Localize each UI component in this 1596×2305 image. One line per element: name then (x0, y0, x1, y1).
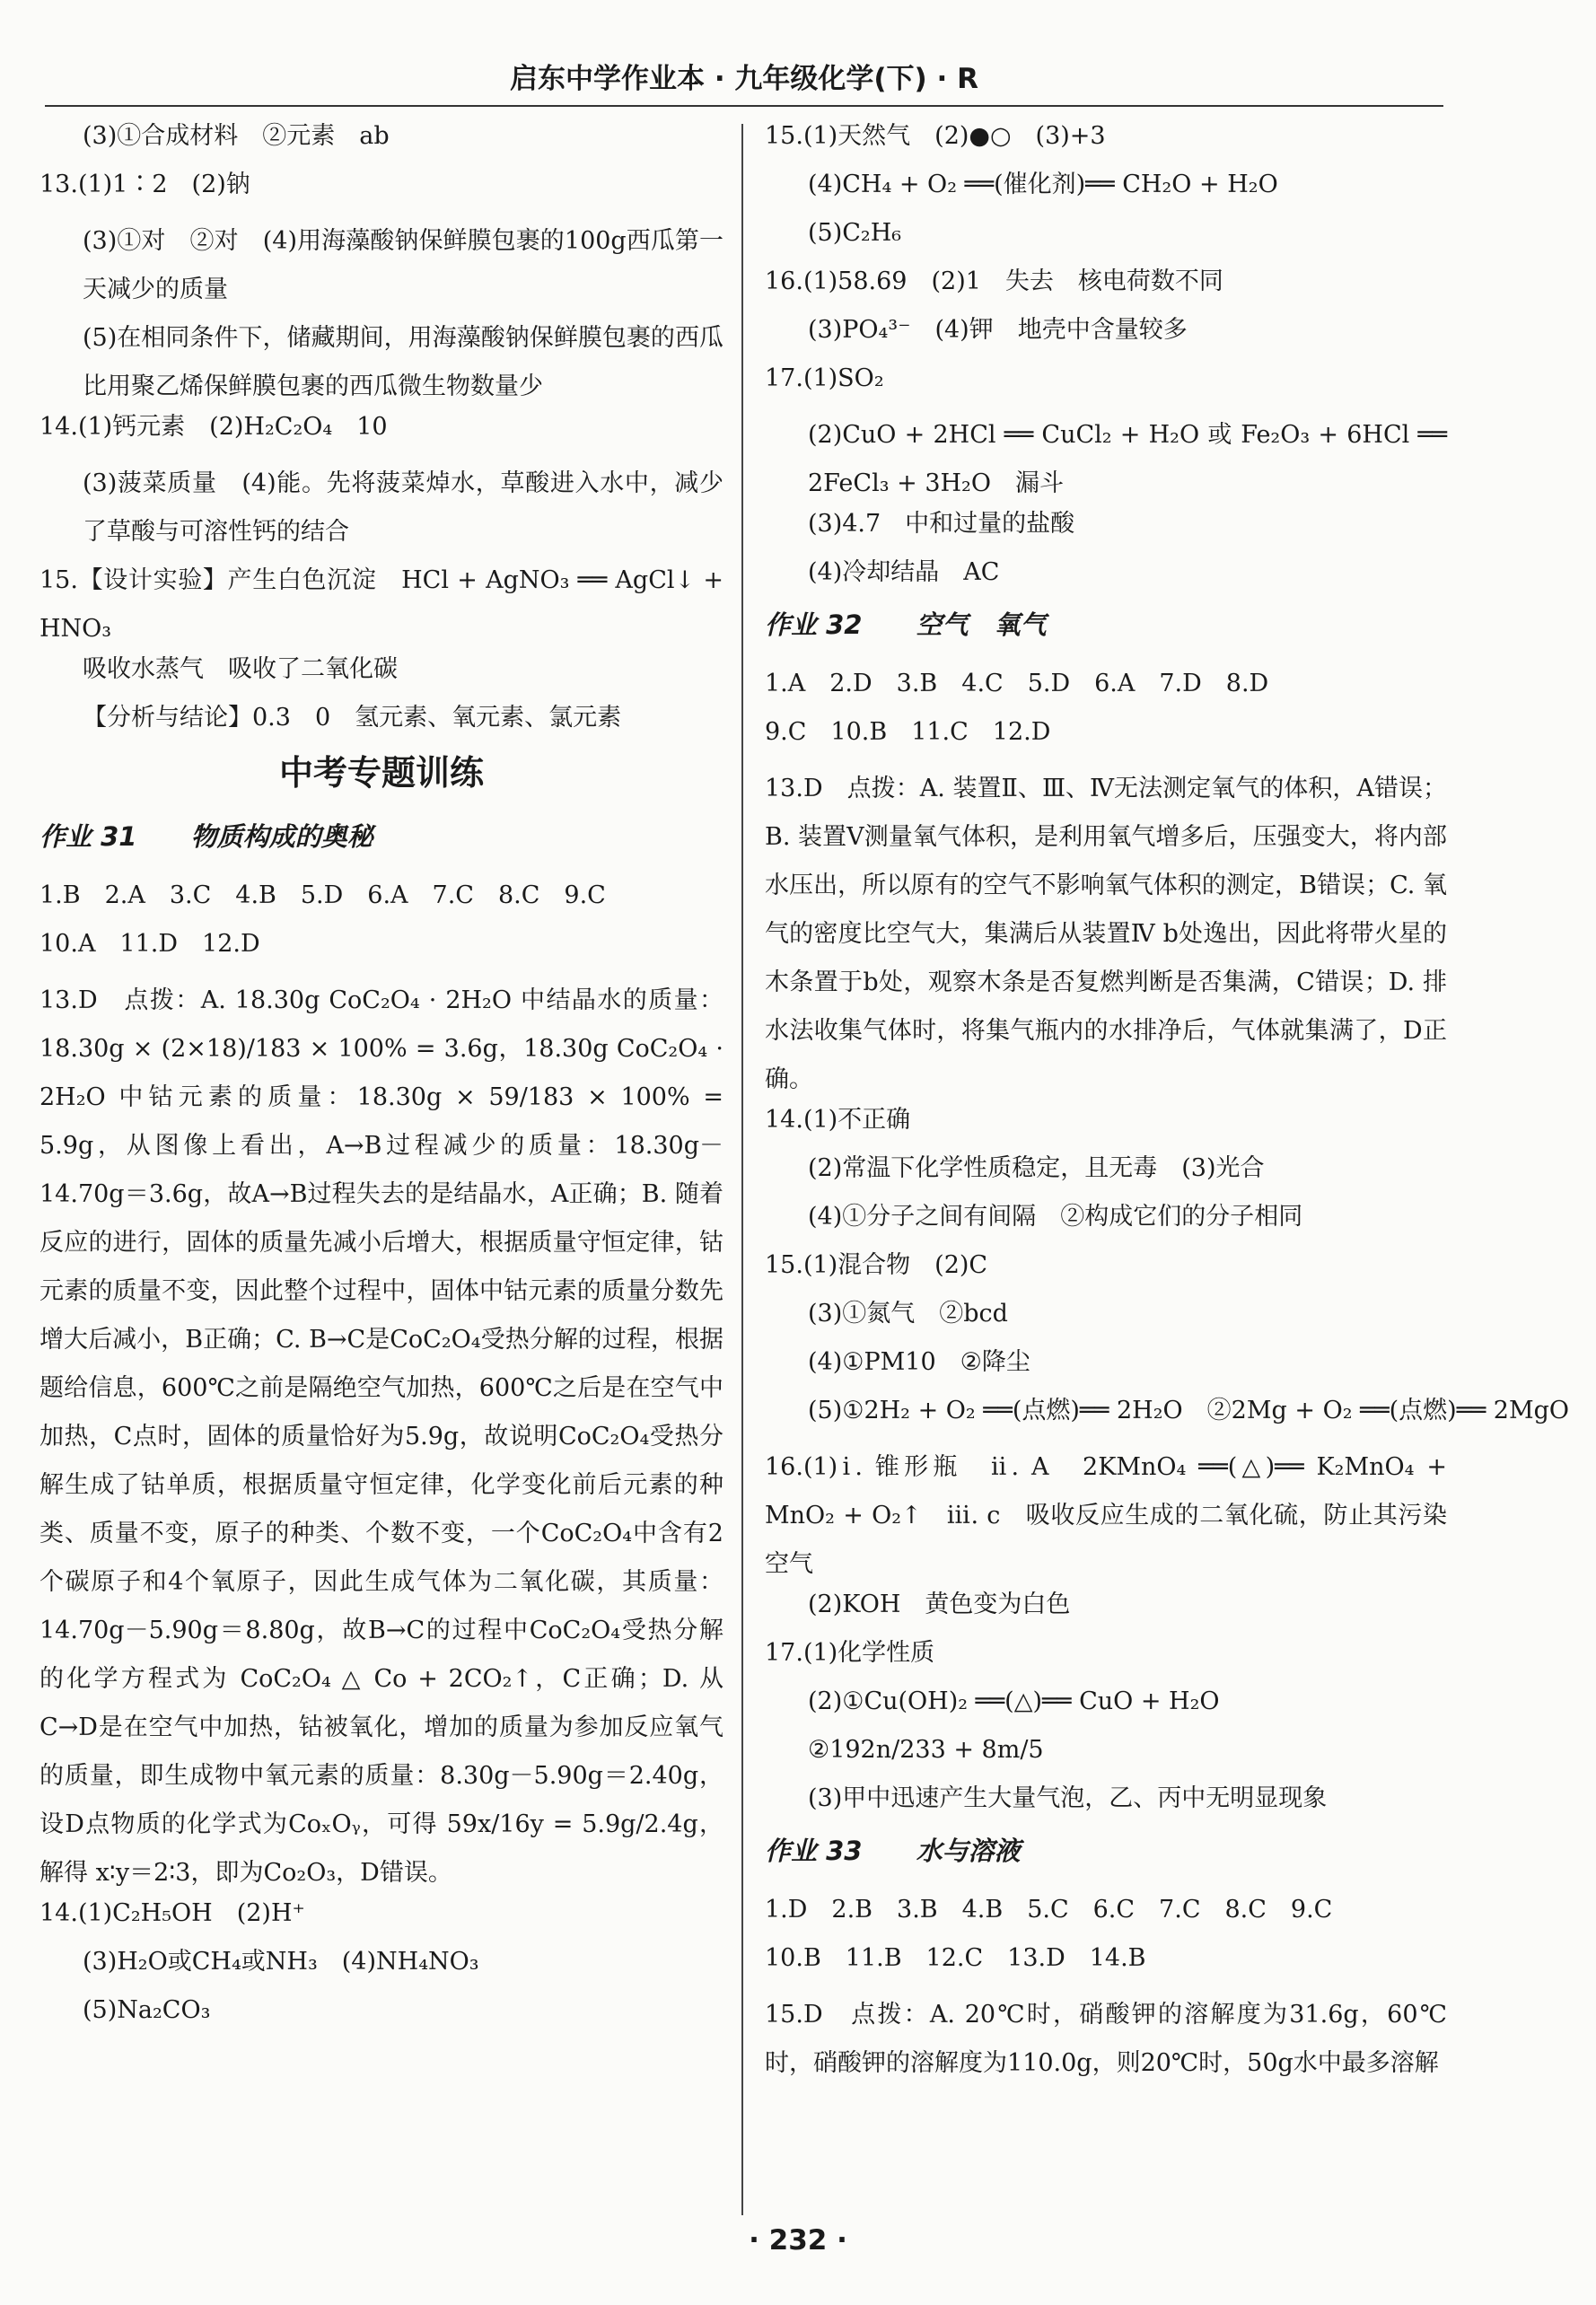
answer-line: (2)①Cu(OH)₂ ══(△)══ CuO + H₂O (808, 1687, 1220, 1715)
answer-line: 14.(1)钙元素 (2)H₂C₂O₄ 10 (39, 413, 388, 441)
homework-32-answers (765, 668, 1570, 1815)
answer-line: 15.D 点拨：A. 20℃时，硝酸钾的溶解度为31.6g，60℃时，硝酸钾的溶解度为110.0g，则20℃时，50g水中最多溶解 (765, 2001, 1447, 2077)
page-header: 启东中学作业本 · 九年级化学(下) · R (510, 63, 978, 95)
answer-line: 15.(1)天然气 (2)●○ (3)+3 (765, 122, 1106, 150)
answer-line: (2)KOH 黄色变为白色 (808, 1591, 1071, 1618)
answer-line: (2)CuO + 2HCl ══ CuCl₂ + H₂O 或 Fe₂O₃ + 6HCl ══ 2FeCl₃ + 3H₂O 漏斗 (808, 421, 1447, 497)
answer-line: (4)①PM10 ②降尘 (808, 1348, 1030, 1376)
homework-31-heading (39, 817, 723, 856)
answer-line: 17.(1)SO₂ (765, 364, 884, 392)
answer-line: (3)PO₄³⁻ (4)钾 地壳中含量较多 (808, 316, 1188, 344)
answer-line: (2)常温下化学性质稳定，且无毒 (3)光合 (808, 1154, 1265, 1182)
answer-line: (5)①2H₂ + O₂ ══(点燃)══ 2H₂O ②2Mg + O₂ ══(点燃)══ 2MgO (808, 1397, 1570, 1424)
answer-line: (3)4.7 中和过量的盐酸 (808, 510, 1075, 538)
homework-33-title: 水与溶液 (916, 1836, 1021, 1866)
answer-line: 10.B 11.B 12.C 13.D 14.B (765, 1944, 1146, 1972)
answer-line: 1.B 2.A 3.C 4.B 5.D 6.A 7.C 8.C 9.C (39, 881, 606, 909)
answer-line: (4)CH₄ + O₂ ══(催化剂)══ CH₂O + H₂O (808, 171, 1278, 198)
answer-line: 9.C 10.B 11.C 12.D (765, 718, 1051, 746)
header-rule (45, 105, 1443, 107)
homework-33-heading (765, 1831, 1447, 1871)
answer-line: (3)①氮气 ②bcd (808, 1300, 1008, 1328)
right-column (765, 120, 1570, 2088)
right-top-answers (765, 120, 1447, 589)
homework-33-label: 作业 33 (765, 1836, 863, 1866)
left-top-answers (39, 120, 723, 734)
answer-line: 16.(1)58.69 (2)1 失去 核电荷数不同 (765, 267, 1223, 295)
answer-line: (3)菠菜质量 (4)能。先将菠菜焯水，草酸进入水中，减少了草酸与可溶性钙的结合 (83, 469, 723, 546)
answer-line: 13.D 点拨：A. 装置Ⅱ、Ⅲ、Ⅳ无法测定氧气的体积，A错误；B. 装置Ⅴ测量氧气体积，是利用氧气增多后，压强变大，将内部水压出，所以原有的空气不影响氧气体积的测定，B错误；C. 氧气的密度比空气大，集满后从装置Ⅳ b处逸出，因此将带火星的木条置于b处，观察木条是否复燃判断是否集满，C错误；D. 排水法收集气体时，将集气瓶内的水排净后，气体就集满了，D正确。 (765, 775, 1447, 1093)
section-title: 中考专题训练 (278, 753, 484, 793)
answer-line: (5)在相同条件下，储藏期间，用海藻酸钠保鲜膜包裹的西瓜比用聚乙烯保鲜膜包裹的西瓜微生物数量少 (83, 324, 723, 400)
answer-line: 14.(1)C₂H₅OH (2)H⁺ (39, 1899, 305, 1927)
answer-line: 14.(1)不正确 (765, 1106, 911, 1134)
answer-line: (4)冷却结晶 AC (808, 558, 1000, 586)
answer-line: 1.A 2.D 3.B 4.C 5.D 6.A 7.D 8.D (765, 670, 1269, 697)
homework-32-label: 作业 32 (765, 609, 863, 640)
answer-line: 13.(1)1∶2 (2)钠 (39, 171, 250, 198)
answer-line: (3)甲中迅速产生大量气泡，乙、丙中无明显现象 (808, 1784, 1328, 1812)
answer-line: 吸收水蒸气 吸收了二氧化碳 (83, 655, 398, 683)
page-number: · 232 · (749, 2224, 847, 2257)
answer-line: 16.(1)ⅰ. 锥形瓶 ⅱ. A 2KMnO₄ ══(△)══ K₂MnO₄ + MnO₂ + O₂↑ ⅲ. c 吸收反应生成的二氧化硫，防止其污染空气 (765, 1453, 1447, 1578)
homework-31-answers (39, 880, 723, 2027)
answer-line: 15.【设计实验】产生白色沉淀 HCl + AgNO₃ ══ AgCl↓ + HNO₃ (39, 566, 723, 643)
answer-line: 13.D 点拨：A. 18.30g CoC₂O₄ · 2H₂O 中结晶水的质量：18.30g × (2×18)/183 × 100% = 3.6g，18.30g CoC₂O₄ · 2H₂O 中钴元素的质量：18.30g × 59/183 × 100% = 5.9g，从图像上看出，A→B过程减少的质量：18.30g－14.70g＝3.6g，故A→B过程失去的是结晶水，A正确；B. 随着反应的进行，固体的质量先减小后增大，根据质量守恒定律，钴元素的质量不变，因此整个过程中，固体中钴元素的质量分数先增大后减小，B正确；C. B→C是CoC₂O₄受热分解的过程，根据题给信息，600℃之前是隔绝空气加热，600℃之后是在空气中加热，C点时，固体的质量恰好为5.9g，故说明CoC₂O₄受热分解生成了钴单质，根据质量守恒定律，化学变化前后元素的种类、质量不变，原子的种类、个数不变，一个CoC₂O₄中含有2个碳原子和4个氧原子，因此生成气体为二氧化碳，其质量：14.70g－5.90g＝8.80g，故B→C的过程中CoC₂O₄受热分解的化学方程式为 CoC₂O₄ △ Co + 2CO₂↑，C正确；D. 从C→D是在空气中加热，钴被氧化，增加的质量为参加反应氧气的质量，即生成物中氧元素的质量：8.30g－5.90g＝2.40g，设D点物质的化学式为CoₓOᵧ，可得 59x/16y = 5.9g/2.4g，解得 x∶y＝2∶3，即为Co₂O₃，D错误。 (39, 986, 723, 1887)
answer-line: 10.A 11.D 12.D (39, 930, 260, 958)
answer-line: 17.(1)化学性质 (765, 1639, 935, 1667)
answer-line: (5)C₂H₆ (808, 219, 902, 247)
homework-32-title: 空气 氧气 (916, 609, 1047, 640)
answer-line: (3)①合成材料 ②元素 ab (83, 122, 390, 150)
homework-31-label: 作业 31 (39, 821, 137, 852)
answer-line: 1.D 2.B 3.B 4.B 5.C 6.C 7.C 8.C 9.C (765, 1896, 1333, 1924)
homework-32-heading (765, 605, 1447, 644)
homework-33-answers (765, 1894, 1447, 2088)
answer-line: (4)①分子之间有间隔 ②构成它们的分子相同 (808, 1203, 1303, 1231)
answer-line: (3)①对 ②对 (4)用海藻酸钠保鲜膜包裹的100g西瓜第一天减少的质量 (83, 227, 723, 303)
homework-31-title: 物质构成的奥秘 (190, 821, 373, 852)
left-column (39, 120, 723, 2043)
answer-line: 15.(1)混合物 (2)C (765, 1251, 988, 1279)
answer-line: (5)Na₂CO₃ (83, 1996, 211, 2024)
answer-line: 【分析与结论】0.3 0 氢元素、氧元素、氯元素 (83, 704, 622, 732)
answer-line: ②192n/233 + 8m/5 (808, 1736, 1044, 1764)
column-divider (741, 124, 743, 2215)
answer-line: (3)H₂O或CH₄或NH₃ (4)NH₄NO₃ (83, 1948, 479, 1976)
